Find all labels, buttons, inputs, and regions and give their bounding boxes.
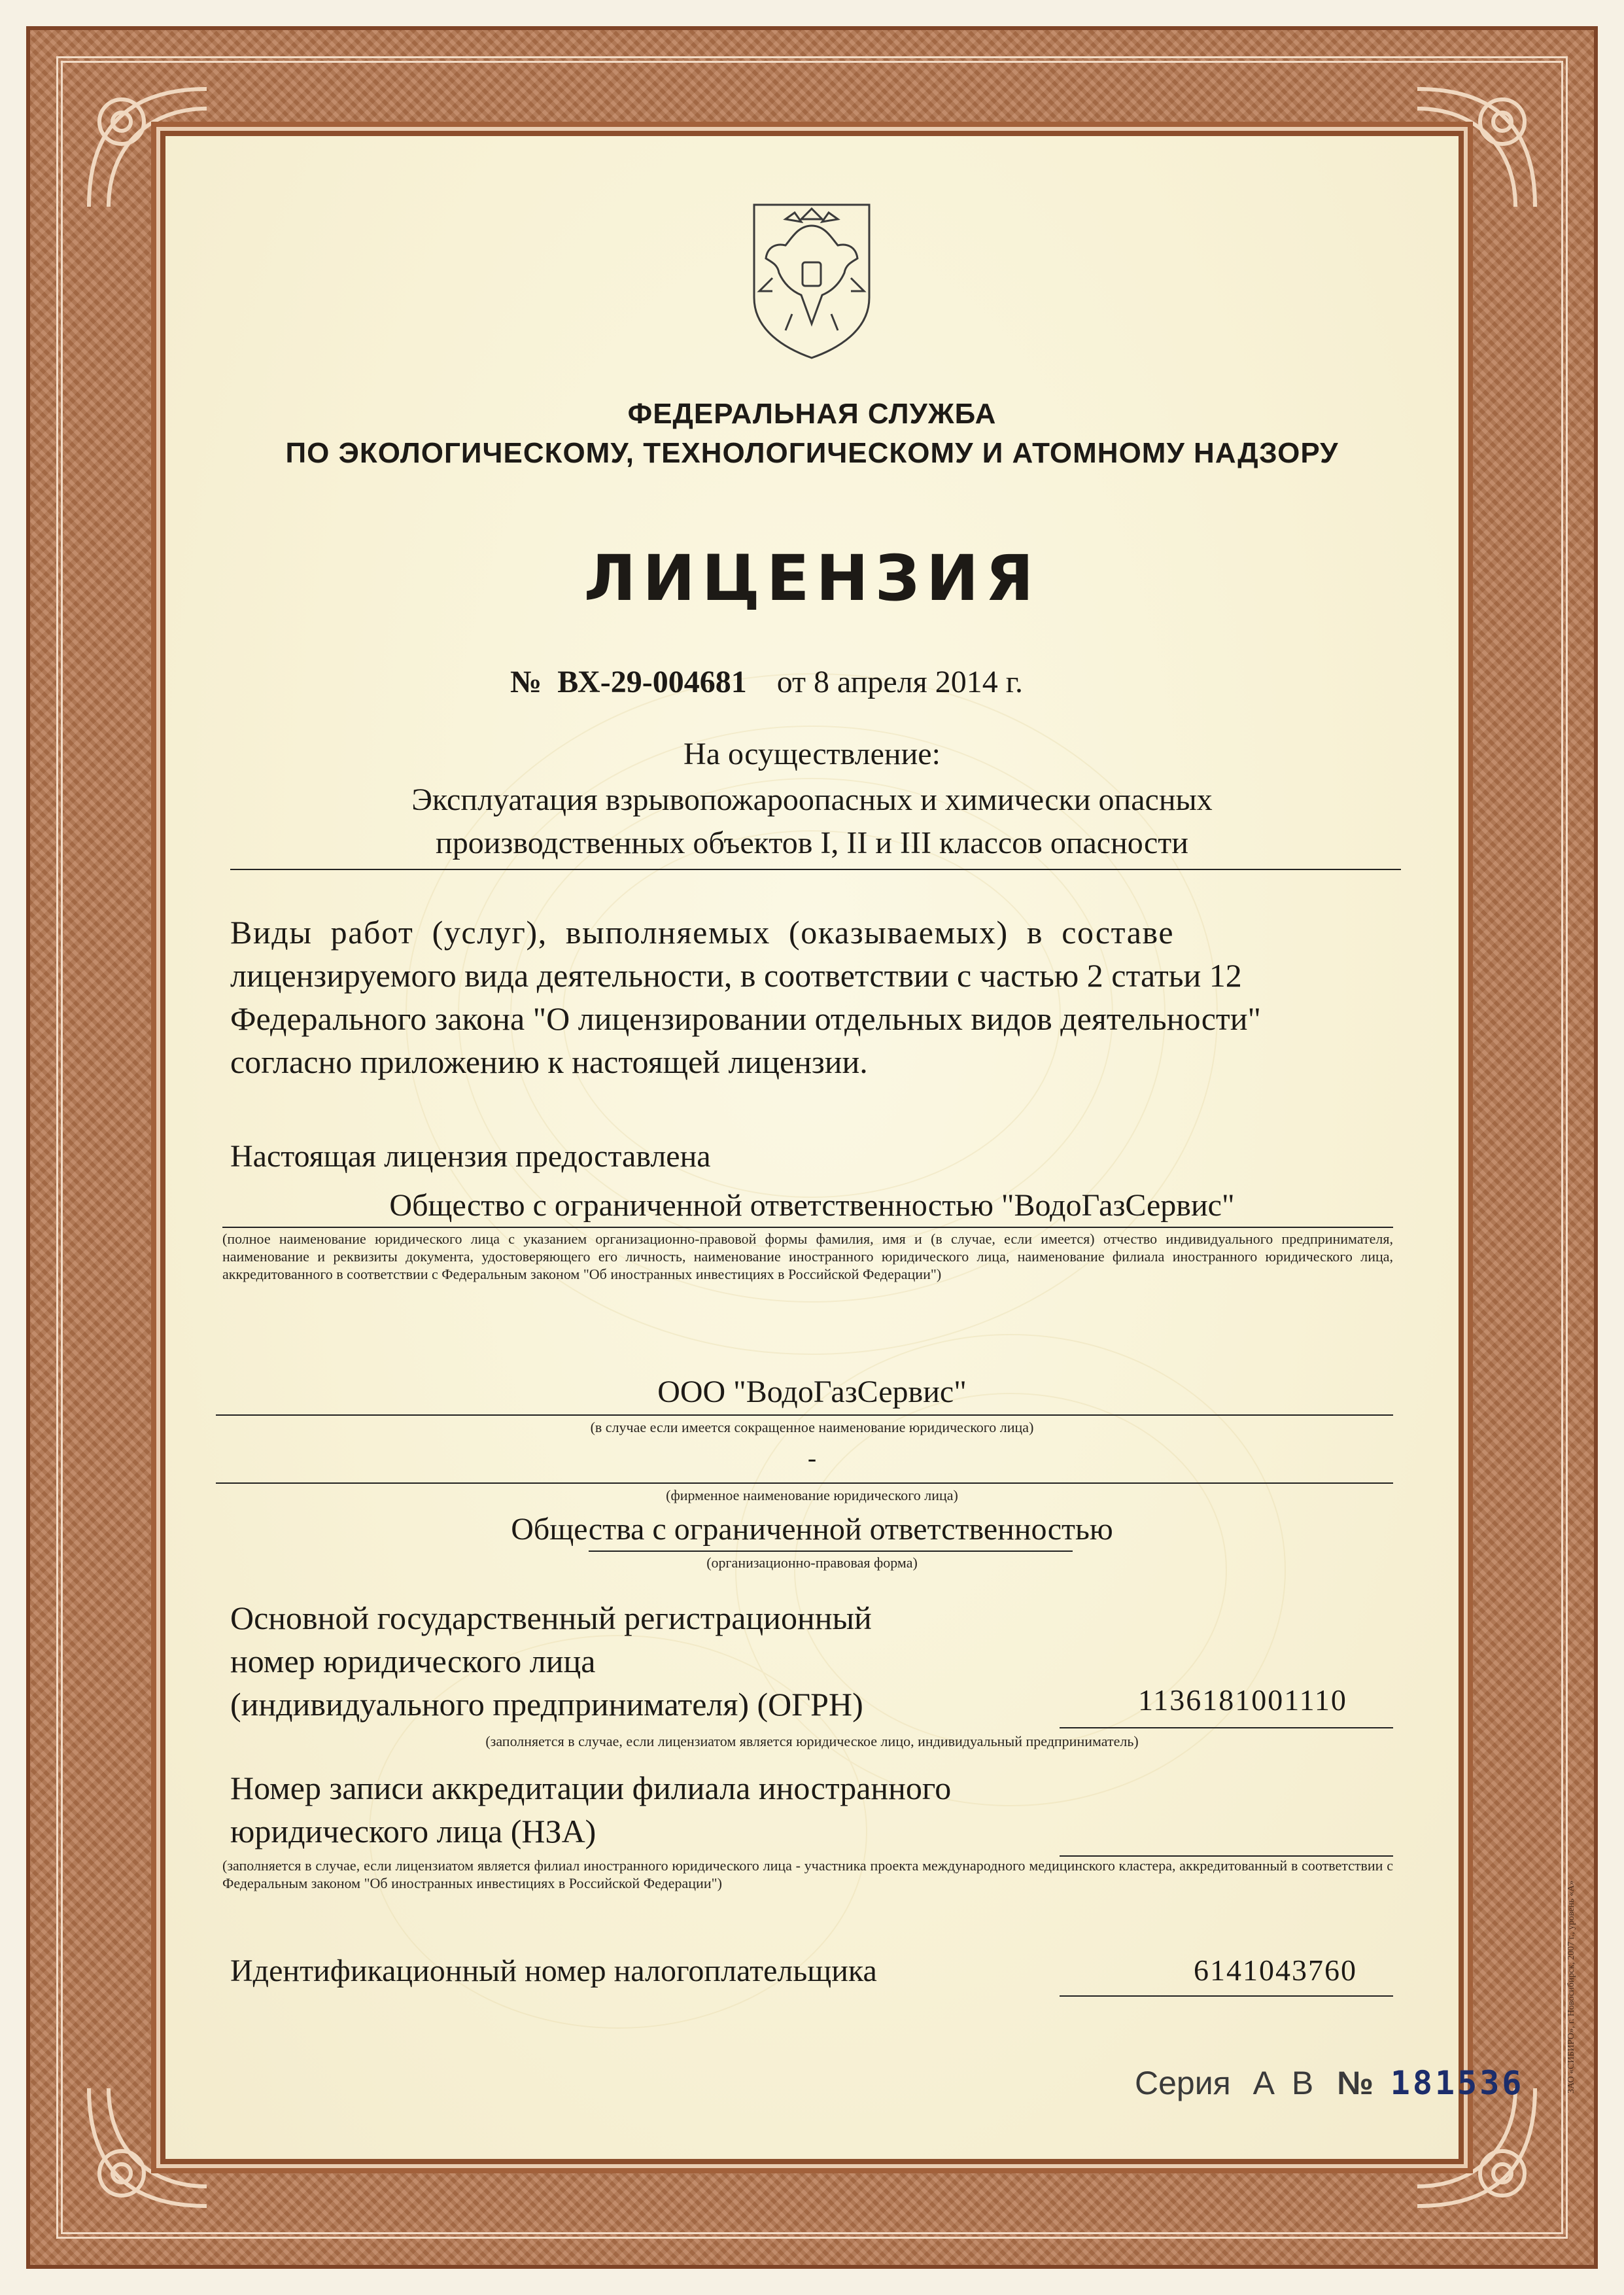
ogrn-label-line: номер юридического лица	[230, 1643, 596, 1679]
series-code: А В	[1253, 2065, 1318, 2101]
divider	[216, 1482, 1393, 1484]
series-number-sign: №	[1337, 2065, 1373, 2101]
printer-imprint: ЗАО «СИБИРО», г. Новосибирск, 2007 г., уровень «А»	[1566, 1880, 1576, 2094]
works-paragraph	[230, 911, 1440, 1083]
inn-value: 6141043760	[1194, 1953, 1357, 1987]
works-line: согласно приложению к настоящей лицензии.	[230, 1043, 868, 1080]
series-label: Серия	[1135, 2065, 1231, 2101]
coat-of-arms-emblem	[746, 200, 877, 360]
nza-label	[230, 1766, 951, 1853]
agency-name-line1: ФЕДЕРАЛЬНАЯ СЛУЖБА	[627, 398, 997, 430]
divider	[1060, 1727, 1393, 1728]
ogrn-value: 1136181001110	[1138, 1683, 1347, 1717]
license-number-line	[510, 664, 1023, 700]
series-number: 181536	[1390, 2064, 1525, 2102]
form-series-number	[1135, 2064, 1524, 2102]
divider	[222, 1227, 1393, 1228]
nza-label-line: юридического лица (НЗА)	[230, 1813, 596, 1849]
firm-name: -	[807, 1443, 817, 1473]
number-sign: №	[510, 665, 542, 699]
firm-name-note: (фирменное наименование юридического лица)	[666, 1487, 958, 1503]
ogrn-label-line: Основной государственный регистрационный	[230, 1600, 872, 1636]
works-line: Федерального закона "О лицензировании отдельных видов деятельности"	[230, 1000, 1261, 1037]
activity-line: Эксплуатация взрывопожароопасных и химически опасных	[411, 782, 1213, 817]
activity-label: На осуществление:	[683, 737, 941, 771]
nza-label-line: Номер записи аккредитации филиала иностранного	[230, 1770, 952, 1806]
works-line: Виды работ (услуг), выполняемых (оказываемых) в составе	[230, 914, 1175, 951]
org-form-note: (организационно-правовая форма)	[706, 1554, 918, 1571]
activity-line: производственных объектов I, II и III классов опасности	[436, 826, 1188, 860]
short-name-note: (в случае если имеется сокращенное наименование юридического лица)	[590, 1419, 1034, 1435]
divider	[216, 1414, 1393, 1416]
license-number: ВХ-29-004681	[557, 665, 747, 699]
document-title: ЛИЦЕНЗИЯ	[583, 542, 1041, 615]
granted-label: Настоящая лицензия предоставлена	[230, 1139, 711, 1174]
activity-description	[160, 779, 1464, 865]
full-name-note: (полное наименование юридического лица с указанием организационно-правовой формы фамилия, имя и (в случае, если имеется) отчество индивидуального предпринимателя, наименование и реквизиты документа, удостоверяющего его личность, наименование иностранного юридического лица, наименование филиала иностранного юридического лица, аккредитованного в соответствии с Федеральным законом "Об иностранных инвестициях в Российской Федерации")	[222, 1231, 1393, 1282]
agency-name-line2: ПО ЭКОЛОГИЧЕСКОМУ, ТЕХНОЛОГИЧЕСКОМУ И АТОМНОМУ НАДЗОРУ	[285, 437, 1339, 469]
ogrn-note: (заполняется в случае, если лицензиатом является юридическое лицо, индивидуальный предприниматель)	[485, 1733, 1139, 1749]
licensee-short-name: ООО "ВодоГазСервис"	[657, 1375, 967, 1409]
ogrn-label	[230, 1596, 872, 1726]
divider	[589, 1550, 1073, 1552]
license-date: от 8 апреля 2014 г.	[776, 665, 1023, 699]
divider	[230, 869, 1401, 870]
inn-label: Идентификационный номер налогоплательщика	[230, 1953, 877, 1988]
divider	[1060, 1995, 1393, 1997]
works-line: лицензируемого вида деятельности, в соответствии с частью 2 статьи 12	[230, 957, 1242, 994]
nza-note: (заполняется в случае, если лицензиатом является филиал иностранного юридического лица - участника проекта международного медицинского кластера, аккредитованный в соответствии с Федеральным законом "Об иностранных инвестициях в Российской Федерации")	[222, 1857, 1393, 1891]
licensee-full-name: Общество с ограниченной ответственностью "ВодоГазСервис"	[389, 1188, 1235, 1223]
ogrn-label-line: (индивидуального предпринимателя) (ОГРН)	[230, 1686, 863, 1723]
org-form: Общества с ограниченной ответственностью	[511, 1512, 1113, 1547]
